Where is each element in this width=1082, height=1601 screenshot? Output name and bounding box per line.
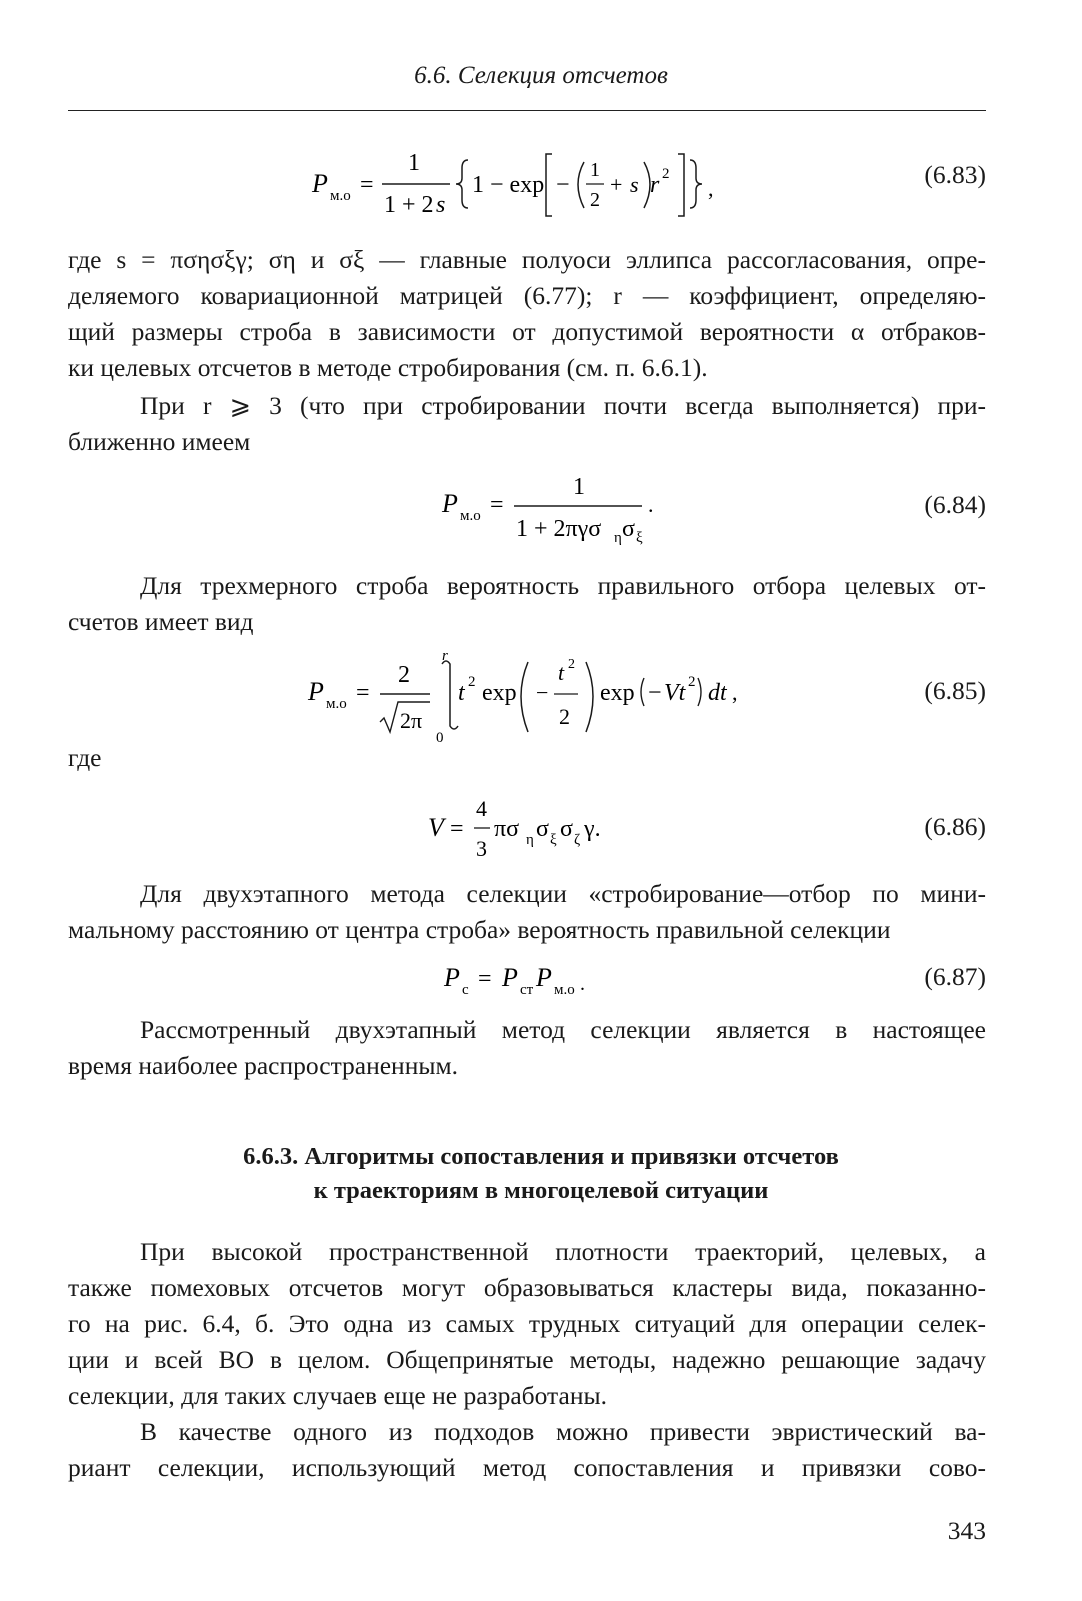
equation-number-6-84: (6.84) bbox=[924, 490, 986, 519]
svg-text:P: P bbox=[442, 489, 458, 518]
svg-text:2: 2 bbox=[559, 704, 570, 729]
svg-text:V: V bbox=[428, 813, 444, 842]
svg-text:2: 2 bbox=[468, 674, 476, 690]
svg-text:P: P bbox=[536, 963, 552, 992]
text-line: го на рис. 6.4, б. Это одна из самых трудных ситуаций для операции селек- bbox=[68, 1309, 986, 1338]
svg-text:−: − bbox=[556, 172, 570, 198]
svg-text:t: t bbox=[558, 660, 565, 685]
svg-text:ξ: ξ bbox=[636, 530, 643, 546]
running-head: 6.6. Селекция отсчетов bbox=[414, 62, 668, 89]
svg-text:+: + bbox=[610, 172, 623, 197]
text-line: ции и всей ВО в целом. Общепринятые методы, надежно решающие задачу bbox=[68, 1345, 986, 1374]
svg-text:dt: dt bbox=[708, 680, 727, 706]
svg-text:1 + 2πγσ: 1 + 2πγσ bbox=[516, 516, 602, 542]
svg-text:0: 0 bbox=[436, 730, 444, 746]
text-line: щий размеры строба в зависимости от допустимой вероятности α отбраков- bbox=[68, 317, 986, 346]
svg-text:σ: σ bbox=[560, 816, 573, 842]
text-line: ближенно имеем bbox=[68, 427, 251, 456]
svg-text:2π: 2π bbox=[400, 708, 423, 733]
svg-text:,: , bbox=[708, 176, 714, 201]
svg-text:2: 2 bbox=[590, 189, 600, 211]
text-line: счетов имеет вид bbox=[68, 607, 254, 636]
paragraph-5 bbox=[68, 876, 986, 948]
svg-text:ξ: ξ bbox=[550, 832, 557, 848]
equation-number-6-85: (6.85) bbox=[924, 676, 986, 705]
text-line: время наиболее распространенным. bbox=[68, 1051, 458, 1080]
text-line: В качестве одного из подходов можно привести эвристический ва- bbox=[140, 1417, 986, 1446]
text-line: Рассмотренный двухэтапный метод селекции является в настоящее bbox=[140, 1015, 986, 1044]
svg-text:σ: σ bbox=[622, 516, 635, 542]
text-line: риант селекции, использующий метод сопоставления и привязки сово- bbox=[68, 1453, 986, 1482]
text-line: мальному расстоянию от центра строба» вероятность правильной селекции bbox=[68, 915, 891, 944]
text-line: При r ⩾ 3 (что при стробировании почти всегда выполняется) при- bbox=[140, 391, 986, 420]
svg-text:γ.: γ. bbox=[584, 816, 601, 842]
svg-text:=: = bbox=[356, 680, 370, 706]
svg-text:м.о: м.о bbox=[460, 508, 481, 524]
paragraph-7 bbox=[68, 1234, 986, 1414]
svg-text:ст: ст bbox=[520, 982, 534, 998]
svg-text:s: s bbox=[436, 192, 446, 218]
equation-6-84 bbox=[430, 470, 690, 567]
text-line: Для трехмерного строба вероятность правильного отбора целевых от- bbox=[140, 571, 986, 600]
svg-text:2: 2 bbox=[568, 657, 575, 672]
svg-text:1: 1 bbox=[573, 474, 585, 500]
text-line: Для двухэтапного метода селекции «стробирование—отбор по мини- bbox=[140, 879, 986, 908]
equation-6-87 bbox=[436, 950, 636, 1017]
svg-text:2: 2 bbox=[398, 662, 410, 688]
svg-text:.: . bbox=[580, 973, 585, 995]
svg-text:r: r bbox=[650, 172, 660, 198]
svg-text:4: 4 bbox=[476, 796, 487, 821]
svg-text:−: − bbox=[648, 680, 662, 706]
equation-number-6-86: (6.86) bbox=[924, 812, 986, 841]
svg-text:м.о: м.о bbox=[554, 982, 575, 998]
svg-text:2: 2 bbox=[688, 674, 696, 690]
section-heading bbox=[0, 1140, 1082, 1208]
svg-text:=: = bbox=[478, 966, 492, 992]
svg-text:t: t bbox=[458, 680, 465, 706]
svg-text:ζ: ζ bbox=[574, 832, 581, 848]
svg-text:exp: exp bbox=[482, 680, 517, 706]
svg-text:.: . bbox=[648, 492, 654, 517]
svg-text:πσ: πσ bbox=[494, 816, 520, 842]
svg-text:1 + 2: 1 + 2 bbox=[384, 192, 434, 218]
svg-text:,: , bbox=[732, 680, 738, 705]
header-rule bbox=[68, 110, 986, 111]
svg-text:P: P bbox=[312, 169, 328, 198]
equation-6-85 bbox=[296, 646, 766, 753]
paragraph-4 bbox=[68, 740, 986, 776]
svg-text:=: = bbox=[360, 172, 374, 198]
text-line: При высокой пространственной плотности траекторий, целевых, а bbox=[140, 1237, 986, 1266]
equation-6-83 bbox=[300, 140, 730, 237]
svg-text:r: r bbox=[442, 648, 448, 664]
svg-text:2: 2 bbox=[662, 166, 670, 182]
paragraph-1 bbox=[68, 242, 986, 386]
svg-text:s: s bbox=[630, 172, 639, 197]
paragraph-6 bbox=[68, 1012, 986, 1084]
equation-6-86 bbox=[420, 790, 640, 877]
page-number: 343 bbox=[947, 1516, 986, 1545]
svg-text:=: = bbox=[490, 492, 504, 518]
text-line: ки целевых отсчетов в методе стробирования (см. п. 6.6.1). bbox=[68, 353, 708, 382]
paragraph-8 bbox=[68, 1414, 986, 1486]
svg-text:=: = bbox=[450, 816, 464, 842]
svg-text:1: 1 bbox=[408, 150, 420, 176]
svg-text:−: − bbox=[536, 680, 549, 705]
svg-text:exp: exp bbox=[600, 680, 635, 706]
svg-text:P: P bbox=[502, 963, 518, 992]
text-line: также помеховых отсчетов могут образовываться кластеры вида, показанно- bbox=[68, 1273, 986, 1302]
svg-text:3: 3 bbox=[476, 836, 487, 861]
svg-text:с: с bbox=[462, 982, 469, 998]
paragraph-2 bbox=[68, 388, 986, 460]
section-heading-line-1: 6.6.3. Алгоритмы сопоставления и привязки отсчетов bbox=[243, 1143, 839, 1170]
svg-text:η: η bbox=[526, 832, 534, 848]
equation-number-6-83: (6.83) bbox=[924, 160, 986, 189]
svg-text:η: η bbox=[614, 530, 622, 546]
svg-text:1: 1 bbox=[590, 159, 600, 181]
text-line: где bbox=[68, 743, 102, 772]
equation-number-6-87: (6.87) bbox=[924, 962, 986, 991]
svg-text:P: P bbox=[444, 963, 460, 992]
section-heading-line-2: к траекториям в многоцелевой ситуации bbox=[313, 1177, 769, 1204]
text-line: деляемого ковариационной матрицей (6.77); r — коэффициент, определяю- bbox=[68, 281, 986, 310]
text-line: селекции, для таких случаев еще не разработаны. bbox=[68, 1381, 607, 1410]
paragraph-3 bbox=[68, 568, 986, 640]
svg-text:м.о: м.о bbox=[326, 696, 347, 712]
svg-text:P: P bbox=[308, 677, 324, 706]
svg-text:σ: σ bbox=[536, 816, 549, 842]
svg-text:Vt: Vt bbox=[664, 680, 686, 706]
text-line: где s = πσησξγ; ση и σξ — главные полуоси эллипса рассогласования, опре- bbox=[68, 245, 986, 274]
svg-text:1 − exp: 1 − exp bbox=[472, 172, 545, 198]
svg-text:м.о: м.о bbox=[330, 188, 351, 204]
